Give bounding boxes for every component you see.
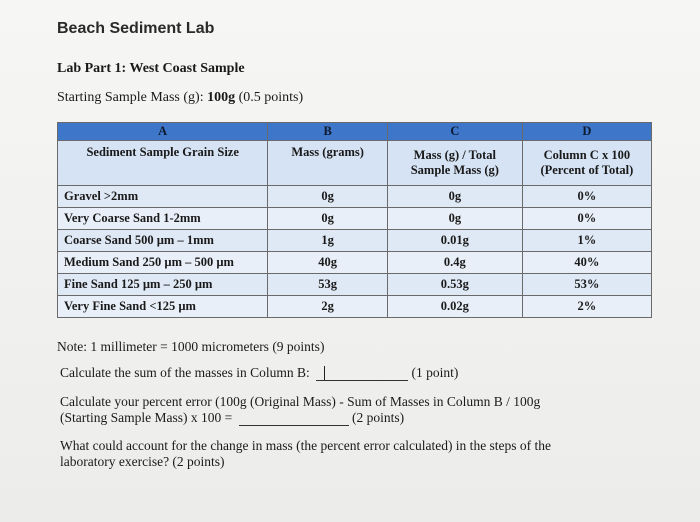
percent-cell: 0% (522, 208, 651, 230)
question-mass-change-line1: What could account for the change in mass (the percent error calculated) in the steps of the (60, 438, 552, 453)
question-sum-text: Calculate the sum of the masses in Column B: (60, 365, 310, 380)
starting-mass-value: 100g (207, 90, 236, 105)
starting-mass-label: Starting Sample Mass (g): (57, 90, 204, 105)
question-percent-error-line2-wrap (60, 410, 620, 426)
mass-cell: 0g (268, 208, 388, 230)
column-header-row (58, 141, 652, 186)
column-letter-row (58, 123, 652, 141)
ratio-cell: 0.4g (387, 252, 522, 274)
question-sum-points: (1 point) (411, 365, 459, 380)
text-cursor (324, 366, 325, 380)
header-percent-line2: (Percent of Total) (540, 163, 634, 177)
question-mass-change (60, 438, 620, 470)
table-row (58, 252, 652, 274)
percent-cell: 1% (522, 230, 651, 252)
grain-size-cell: Fine Sand 125 µm – 250 µm (58, 274, 268, 296)
lab-part-label: Lab Part 1: West Coast Sample (57, 61, 245, 76)
starting-mass-line (57, 90, 303, 106)
header-percent (522, 141, 651, 186)
ratio-cell: 0.53g (387, 274, 522, 296)
table-row (58, 186, 652, 208)
sediment-table (57, 122, 652, 318)
ratio-cell: 0g (387, 208, 522, 230)
percent-cell: 2% (522, 296, 651, 318)
mass-cell: 1g (268, 230, 388, 252)
column-letter-c: C (387, 123, 522, 141)
question-percent-error-line1: Calculate your percent error (100g (Original Mass) - Sum of Masses in Column B / 100g (60, 394, 541, 409)
percent-cell: 53% (522, 274, 651, 296)
mass-cell: 0g (268, 186, 388, 208)
unit-note: Note: 1 millimeter = 1000 micrometers (9 points) (57, 339, 325, 354)
starting-mass-points: (0.5 points) (238, 90, 304, 105)
column-letter-b: B (268, 123, 388, 141)
header-mass-ratio-line1: Mass (g) / Total (413, 148, 496, 162)
percent-cell: 40% (522, 252, 651, 274)
percent-cell: 0% (522, 186, 651, 208)
grain-size-cell: Very Coarse Sand 1-2mm (58, 208, 268, 230)
header-mass-ratio-line2: Sample Mass (g) (410, 163, 499, 177)
column-letter-d: D (522, 123, 651, 141)
question-percent-error-line2: (Starting Sample Mass) x 100 = (60, 410, 233, 425)
percent-error-answer-field[interactable] (239, 413, 349, 426)
header-percent-line1: Column C x 100 (543, 148, 631, 162)
question-sum (60, 365, 458, 381)
grain-size-cell: Gravel >2mm (58, 186, 268, 208)
mass-cell: 40g (268, 252, 388, 274)
table-row (58, 274, 652, 296)
question-percent-error-points: (2 points) (351, 410, 405, 425)
header-grain-size: Sediment Sample Grain Size (58, 141, 268, 186)
header-mass-ratio (387, 141, 522, 186)
header-mass: Mass (grams) (268, 141, 388, 186)
question-percent-error (60, 394, 620, 426)
grain-size-cell: Very Fine Sand <125 µm (58, 296, 268, 318)
sum-answer-field[interactable] (316, 366, 408, 381)
worksheet-title: Beach Sediment Lab (57, 20, 215, 37)
ratio-cell: 0.01g (387, 230, 522, 252)
column-letter-a: A (58, 123, 268, 141)
table-row (58, 230, 652, 252)
grain-size-cell: Coarse Sand 500 µm – 1mm (58, 230, 268, 252)
grain-size-cell: Medium Sand 250 µm – 500 µm (58, 252, 268, 274)
mass-cell: 2g (268, 296, 388, 318)
table-row (58, 208, 652, 230)
ratio-cell: 0g (387, 186, 522, 208)
ratio-cell: 0.02g (387, 296, 522, 318)
mass-cell: 53g (268, 274, 388, 296)
table-row (58, 296, 652, 318)
question-mass-change-line2: laboratory exercise? (2 points) (60, 454, 225, 469)
